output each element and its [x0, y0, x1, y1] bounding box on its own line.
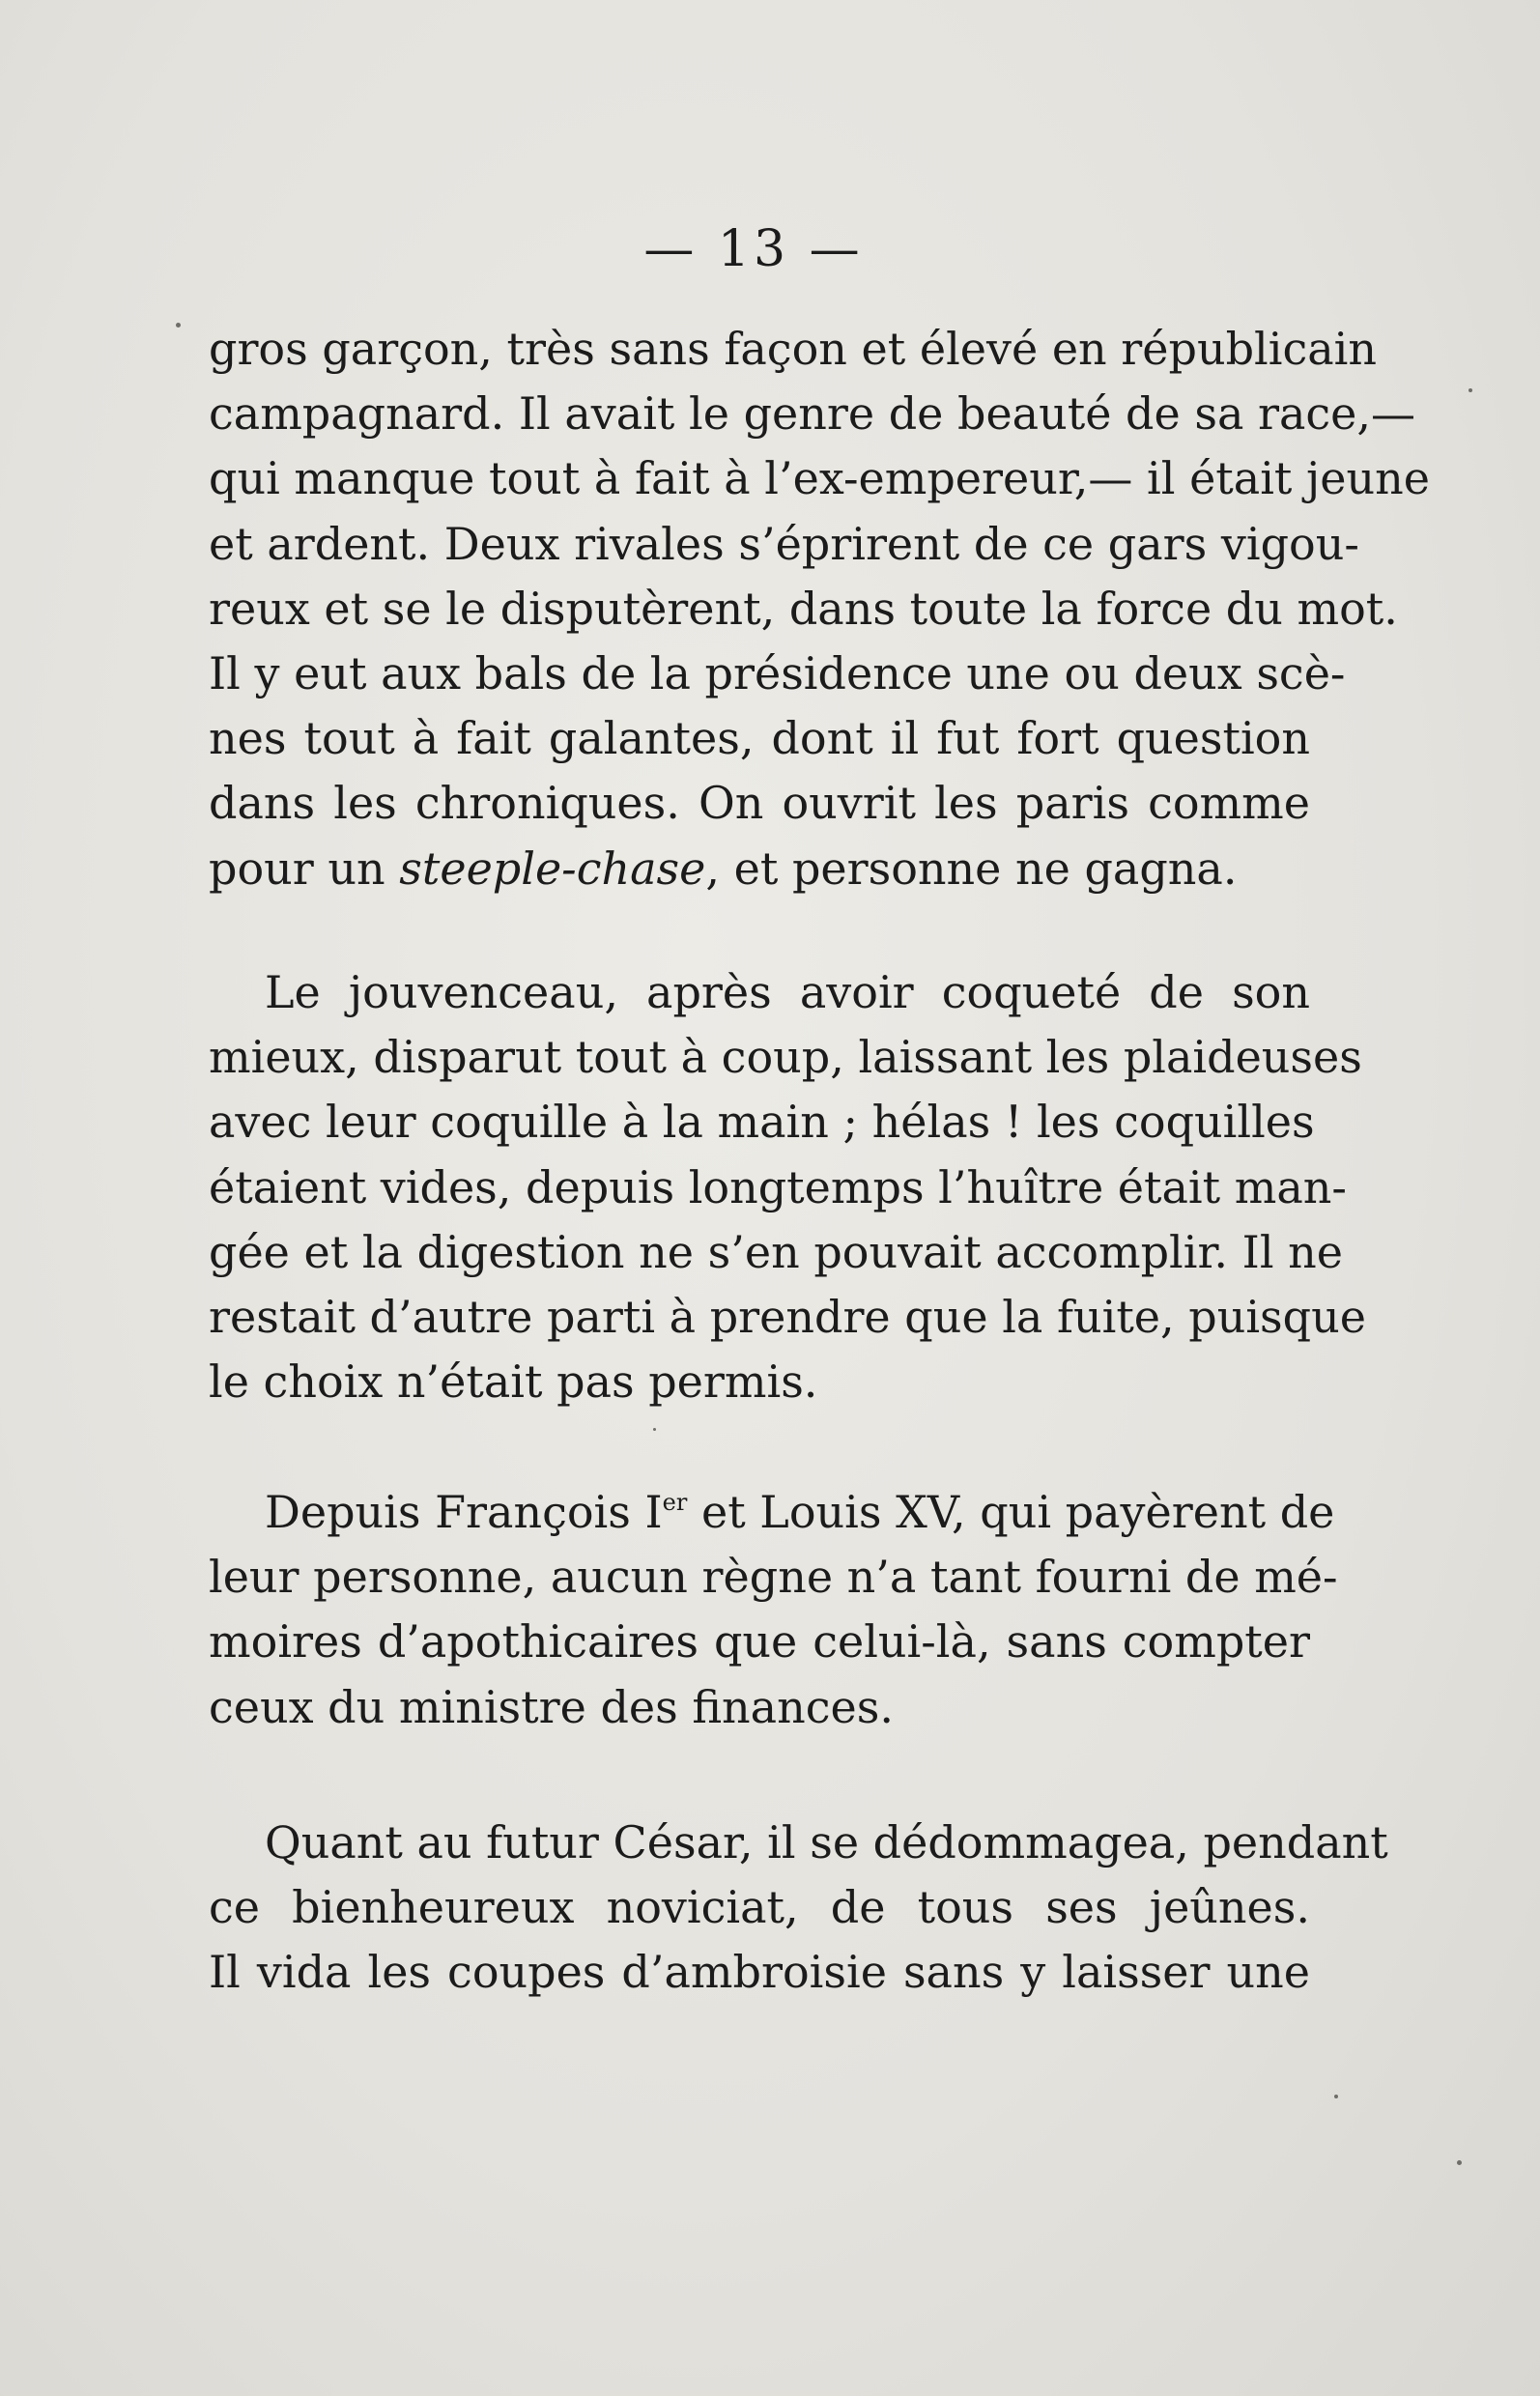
paper-speck: [653, 1428, 656, 1431]
text-line: campagnard. Il avait le genre de beauté de sa race,—: [209, 387, 1416, 441]
paper-speck: [176, 323, 181, 328]
paragraph-1: [209, 317, 1430, 901]
paragraph-4: [209, 1811, 1388, 2006]
paragraph-3: [209, 1480, 1338, 1740]
text-segment: Depuis François I: [265, 1486, 663, 1538]
text-line: étaient vides, depuis longtemps l’huître était man-: [209, 1160, 1347, 1213]
text-line-last: [209, 837, 1310, 901]
italic-term: steeple-chase: [399, 841, 706, 895]
text-line: Le jouvenceau, après avoir coqueté de son: [265, 966, 1310, 1018]
paper-speck: [1334, 2095, 1338, 2098]
text-line: restait d’autre parti à prendre que la fuite, puisque: [209, 1291, 1366, 1344]
text-line: Quant au futur César, il se dédommagea, pendant: [265, 1816, 1388, 1868]
paragraph-2: [209, 960, 1366, 1414]
text-segment: pour un: [209, 841, 400, 895]
text-line: gros garçon, très sans façon et élevé en républicain: [209, 323, 1377, 375]
text-line: gée et la digestion ne s’en pouvait accomplir. Il ne: [209, 1225, 1344, 1278]
text-line: nes tout à fait galantes, dont il fut fort question: [209, 712, 1310, 765]
text-line: Il vida les coupes d’ambroisie sans y laisser une: [209, 1946, 1310, 1999]
paper-speck: [1457, 2160, 1462, 2165]
text-line: leur personne, aucun règne n’a tant fourni de mé-: [209, 1551, 1338, 1604]
paper-speck: [1469, 388, 1472, 392]
text-line: mieux, disparut tout à coup, laissant les plaideuses: [209, 1031, 1362, 1084]
text-line: ce bienheureux noviciat, de tous ses jeûnes.: [209, 1881, 1310, 1934]
text-segment: , et personne ne gagna.: [705, 841, 1238, 895]
text-line: moires d’apothicaires que celui-là, sans compter: [209, 1615, 1310, 1669]
text-line: ceux du ministre des finances.: [209, 1680, 894, 1733]
text-line: dans les chroniques. On ouvrit les paris comme: [209, 777, 1310, 830]
text-line: et ardent. Deux rivales s’éprirent de ce gars vigou-: [209, 517, 1359, 570]
text-line: reux et se le disputèrent, dans toute la force du mot.: [209, 582, 1398, 635]
superscript: er: [662, 1489, 688, 1516]
text-line: avec leur coquille à la main ; hélas ! les coquilles: [209, 1096, 1315, 1149]
text-line: qui manque tout à fait à l’ex-empereur,— il était jeune: [209, 452, 1430, 505]
page-number: — 13 —: [643, 220, 864, 278]
text-line-first: [209, 1480, 1335, 1545]
text-segment: et Louis XV, qui payèrent de: [687, 1486, 1335, 1538]
text-line: Il y eut aux bals de la présidence une ou deux scè-: [209, 647, 1346, 700]
text-line: le choix n’était pas permis.: [209, 1355, 818, 1409]
